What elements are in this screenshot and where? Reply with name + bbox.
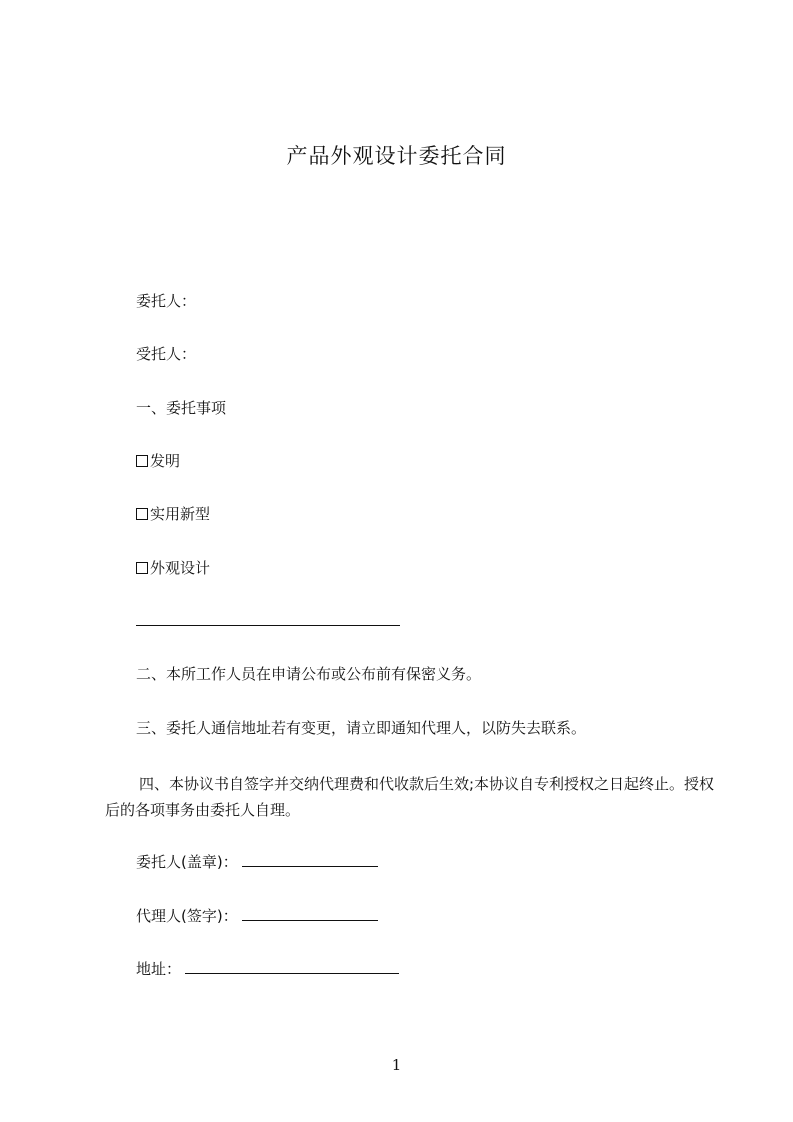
agent-label: 受托人： <box>136 345 197 363</box>
confidentiality-clause: 二、本所工作人员在申请公布或公布前有保密义务。 <box>136 665 482 683</box>
blank-fill-line[interactable] <box>136 625 400 626</box>
client-seal-row <box>136 851 378 872</box>
checkbox-icon[interactable] <box>136 455 148 467</box>
agent-signature-blank[interactable] <box>242 905 378 921</box>
checkbox-icon[interactable] <box>136 562 148 574</box>
checkbox-icon[interactable] <box>136 508 148 520</box>
agent-signature-label: 代理人(签字)： <box>136 907 238 925</box>
option-invention-label: 发明 <box>150 452 181 470</box>
option-appearance-design-label: 外观设计 <box>150 559 211 577</box>
client-seal-label: 委托人(盖章)： <box>136 853 238 871</box>
option-utility-model-label: 实用新型 <box>150 505 211 523</box>
option-appearance-design[interactable] <box>136 558 210 578</box>
option-invention[interactable] <box>136 451 180 471</box>
client-label: 委托人： <box>136 292 197 310</box>
client-seal-blank[interactable] <box>242 851 378 867</box>
address-blank[interactable] <box>185 958 399 974</box>
option-utility-model[interactable] <box>136 504 210 524</box>
document-title: 产品外观设计委托合同 <box>286 144 507 168</box>
address-row <box>136 958 399 979</box>
page-number: 1 <box>391 1056 402 1074</box>
address-change-clause: 三、委托人通信地址若有变更，请立即通知代理人，以防失去联系。 <box>136 719 587 737</box>
agent-signature-row <box>136 905 378 926</box>
section-entrusted-matters-heading: 一、委托事项 <box>136 399 227 417</box>
address-label: 地址： <box>136 960 182 978</box>
effective-termination-clause: 四、本协议书自签字并交纳代理费和代收款后生效;本协议自专利授权之日起终止。授权后的各项事务由委托人自理。 <box>105 775 715 819</box>
